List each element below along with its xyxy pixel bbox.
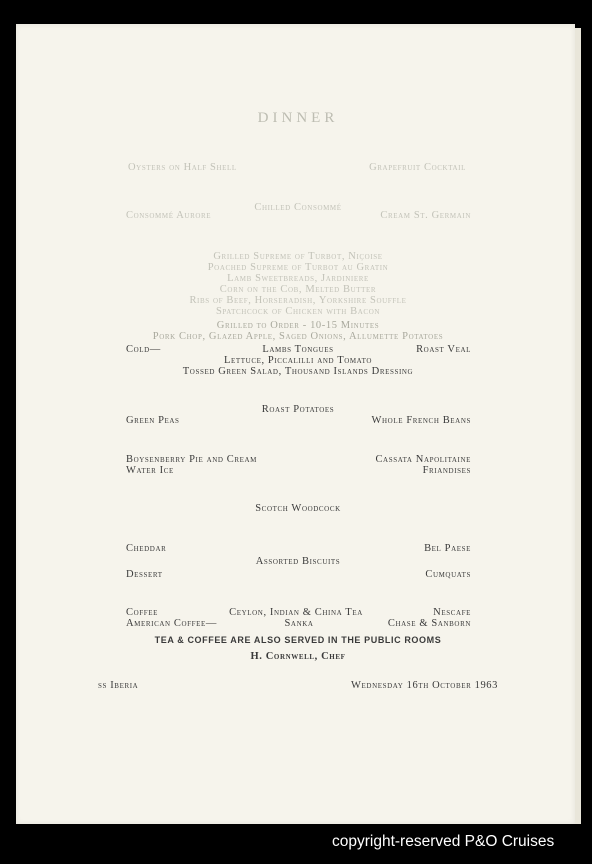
cream-st-germain-item: Cream St. Germain (380, 210, 471, 221)
coffee-item: Coffee (126, 607, 158, 618)
boysenberry-item: Boysenberry Pie and Cream (126, 454, 258, 465)
grill-order-note: Grilled to Order - 10-15 Minutes (216, 320, 380, 331)
nescafe-item: Nescafe (433, 607, 471, 618)
cold-item-2: Lettuce, Piccalilli and Tomato (224, 355, 372, 366)
grapefruit-item: Grapefruit Cocktail (369, 162, 466, 173)
entree-item-1: Lamb Sweetbreads, Jardiniere (227, 273, 369, 284)
salad-item: Tossed Green Salad, Thousand Islands Dressing (182, 366, 414, 377)
cold-center-item: Lambs Tongues (262, 344, 334, 355)
green-peas-item: Green Peas (126, 415, 180, 426)
public-rooms-note: TEA & COFFEE ARE ALSO SERVED IN THE PUBLIC ROOMS (154, 635, 442, 645)
grill-item: Pork Chop, Glazed Apple, Saged Onions, Allumette Potatoes (152, 331, 444, 342)
ship-name: ss Iberia (98, 680, 139, 691)
cumquats-item: Cumquats (425, 569, 471, 580)
chef-name: H. Cornwell, Chef (250, 651, 346, 662)
sanka-item: Sanka (284, 618, 314, 629)
entree-item-3: Ribs of Beef, Horseradish, Yorkshire Souffle (189, 295, 407, 306)
water-ice-item: Water Ice (126, 465, 174, 476)
potatoes-item: Roast Potatoes (261, 404, 335, 415)
tea-item: Ceylon, Indian & China Tea (229, 607, 363, 618)
menu-card (16, 24, 575, 824)
friandises-item: Friandises (422, 465, 471, 476)
chase-sanborn-item: Chase & Sanborn (387, 618, 471, 629)
biscuits-item: Assorted Biscuits (255, 556, 341, 567)
cheddar-item: Cheddar (126, 543, 167, 554)
cassata-item: Cassata Napolitaine (375, 454, 471, 465)
french-beans-item: Whole French Beans (371, 415, 471, 426)
entree-item-4: Spatchcock of Chicken with Bacon (215, 306, 381, 317)
copyright-notice: copyright-reserved P&O Cruises (332, 833, 555, 850)
oysters-item: Oysters on Half Shell (128, 162, 237, 173)
fish-item-2: Poached Supreme of Turbot au Gratin (207, 262, 389, 273)
entree-item-2: Corn on the Cob, Melted Butter (219, 284, 377, 295)
menu-date: Wednesday 16th October 1963 (351, 680, 498, 691)
cold-label: Cold— (126, 344, 161, 355)
bel-paese-item: Bel Paese (424, 543, 471, 554)
cold-right-item: Roast Veal (416, 344, 471, 355)
american-coffee-item: American Coffee— (126, 618, 217, 629)
savoury-item: Scotch Woodcock (255, 503, 341, 514)
dessert-item: Dessert (126, 569, 163, 580)
chilled-consomme-item: Chilled Consommé (254, 202, 342, 213)
consomme-aurore-item: Consommé Aurore (126, 210, 212, 221)
menu-title: DINNER (257, 110, 339, 126)
fish-item-1: Grilled Supreme of Turbot, Niçoise (213, 251, 383, 262)
